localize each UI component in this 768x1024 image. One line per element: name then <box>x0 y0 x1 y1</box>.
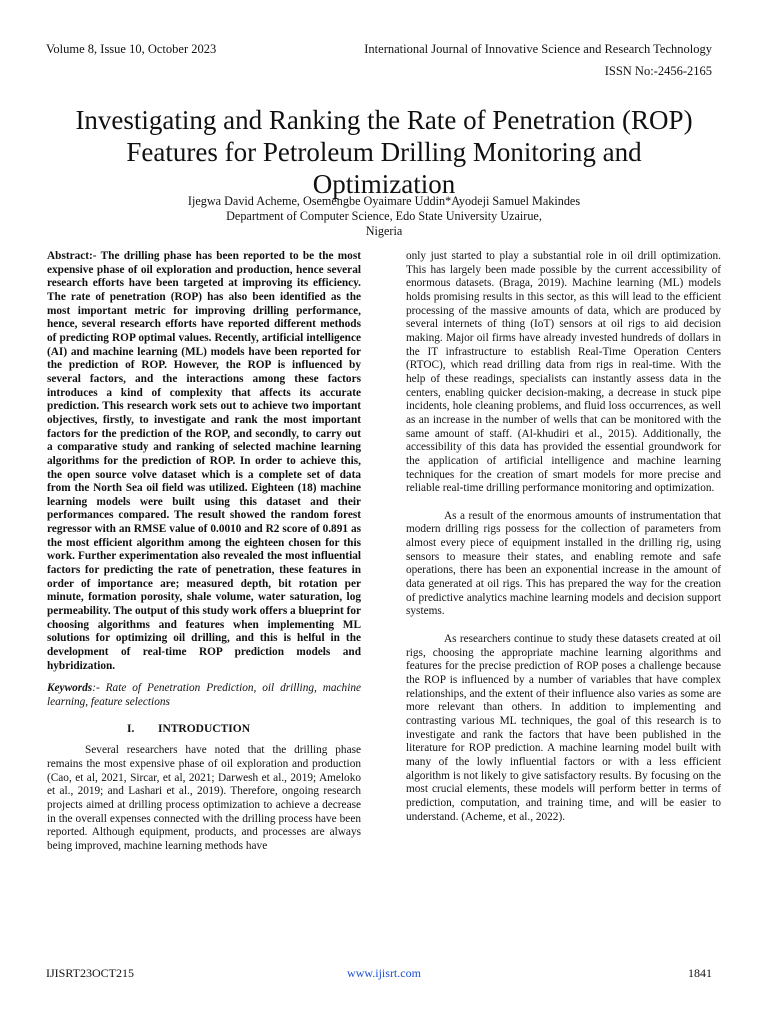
paper-id: IJISRT23OCT215 <box>46 966 134 980</box>
page-number: 1841 <box>688 966 712 980</box>
section-number: I. <box>127 722 135 735</box>
issn: ISSN No:-2456-2165 <box>604 64 712 78</box>
left-column <box>47 250 361 854</box>
intro-paragraph: Several researchers have noted that the drilling phase remains the most expensive phase of oil exploration and production (Cao, et al, 2021, Sircar, et al, 2021; Darwesh et al., 2019; Ameloko et al., 2019; and Lashari et al., 2019). Therefore, ongoing research projects aimed at drilling process optimization to achieve a decrease in the overall expenses connected with the drilling process have been reported. Although equipment, products, and processes are always being improved, machine learning methods have <box>47 744 361 852</box>
abstract: Abstract:- The drilling phase has been reported to be the most expensive phase of oil exploration and production, hence several research efforts have been targeted at improving its efficiency. The rate of penetration (ROP) has also been identified as the most important metric for improving drilling performance, hence, several research efforts have reported different methods of predicting ROP optimal values. Recently, artificial intelligence (AI) and machine learning (ML) models have been reported for the prediction of ROP. However, the ROP is influenced by several factors, and the interactions among these factors introduces a kind of complexity that affects its accurate prediction. This research work sets out to achieve two important objectives, firstly, to investigate and rank the most important factors for the prediction of the ROP, and secondly, to carry out a comparative study and ranking of selected machine learning algorithms for the prediction of ROP. In order to achieve this, the open source volve dataset which is a complete set of data from the North Sea oil field was utilized. Eighteen (18) machine learning models were built using this dataset and their performances compared. The result showed the random forest regressor with an RMSE value of 0.0010 and R2 score of 0.891 as the most efficient algorithm among the eighteen chosen for this work. Further experimentation also revealed the most influential factors for predicting the rate of penetration, these features in order of importance are; measured depth, bit rotation per minute, formation porosity, shale volume, water saturation, log permeability. The output of this study work offers a blueprint for choosing algorithms and features when implementing ML solutions for optimizing oil drilling, and this is helful in the development of real-time ROP prediction models and hybridization. <box>47 250 361 672</box>
right-column <box>406 250 721 824</box>
section-heading-introduction <box>47 723 361 737</box>
journal-website-link[interactable]: www.ijisrt.com <box>347 966 421 980</box>
keywords <box>47 682 361 709</box>
journal-volume: Volume 8, Issue 10, October 2023 <box>46 42 217 56</box>
paper-authors: Ijegwa David Acheme, Osemengbe Oyaimare Uddin*Ayodeji Samuel Makindes <box>187 194 581 208</box>
section-title: INTRODUCTION <box>157 722 250 735</box>
author-country: Nigeria <box>365 224 403 238</box>
keywords-text: :- Rate of Penetration Prediction, oil drilling, machine learning, feature selections <box>47 682 361 708</box>
body-paragraph-1: only just started to play a substantial role in oil drill optimization. This has largely been made possible by the current accessibility of enormous datasets. (Braga, 2019). Machine learning (ML) models holds promising results in this sector, as this will lead to the efficient processing of the massive amounts of data, which are produced by several internets of thing (IoT) sensors at oil rigs to aid decision making. Major oil firms have already invested hundreds of dollars in the IT infrastructure to establish Real-Time Operation Centers (RTOC), which read drilling data from rigs in real-time. With the help of these readings, specialists can instantly assess data in the centers, enabling quicker decision-making, a decrease in stuck pipe incidents, hole cleaning problems, and fluid loss occurrences, as well as an increase in the number of wells that can be monitored with the same amount of staff. (Al-khudiri et al., 2015). Additionally, the accessibility of this data has provided the essential groundwork for the application of artificial intelligence and machine learning techniques for the creation of smart models for more precise and reliable real-time drilling performance monitoring and optimization. <box>406 250 721 495</box>
body-paragraph-2: As a result of the enormous amounts of instrumentation that modern drilling rigs possess for the collection of parameters from almost every piece of equipment installed in the drilling rig, using sensors to measure their states, and enabling remote and safe operations, there has been an exponential increase in the amount of data generated at oil rigs. This has prepared the way for the creation of predictive analytics machine learning models and decision support systems. <box>406 509 721 618</box>
paper-title: Investigating and Ranking the Rate of Penetration (ROP) Features for Petroleum Drilling Monitoring and Optimization <box>75 105 693 200</box>
keywords-label: Keywords <box>47 682 93 695</box>
journal-name: International Journal of Innovative Science and Research Technology <box>364 42 712 56</box>
body-paragraph-3: As researchers continue to study these datasets created at oil rigs, choosing the appropriate machine learning algorithms and features for the precise prediction of ROP poses a challenge because the ROP is influenced by a number of variables that have complex relationships, and the extent of their influence also varies as some are more relevant than others. In addition to implementing and contrasting various ML techniques, the goal of this research is to investigate and rank the factors that have been published in the literature for ROP prediction. A machine learning model built with many of the lowly influential factors or with a less efficient algorithm is not likely to give satisfactory results. By focusing on the most crucial elements, these models will perform better in terms of prediction, computation, and training time, and will be easier to understand. (Acheme, et al., 2022). <box>406 633 721 823</box>
author-affiliation: Department of Computer Science, Edo State University Uzairue, <box>226 209 542 223</box>
